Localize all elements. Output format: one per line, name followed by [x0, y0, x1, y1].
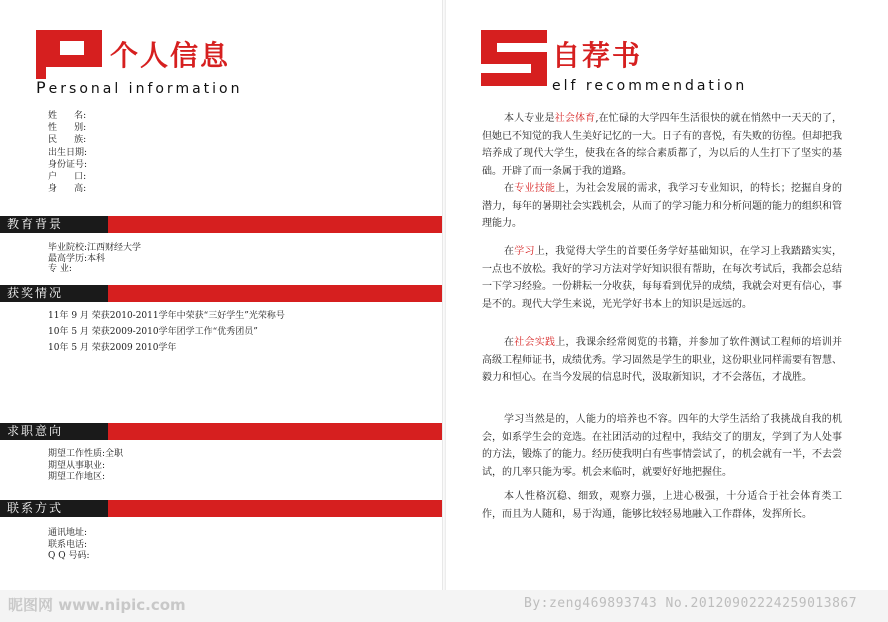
education-heading: 教育背景 [0, 216, 108, 233]
paragraph: 在专业技能上，为社会发展的需求，我学习专业知识，的特长；挖掘自身的潜力，每年的暑期社会实践机会，从而了的学习能力和分析问题的能力的组织和管理能力。 [482, 183, 842, 229]
awards-section-bar [0, 285, 442, 302]
awards-heading: 获奖情况 [0, 285, 108, 302]
contact-section-bar [0, 500, 442, 517]
info-row: 姓 名: [48, 111, 87, 121]
award-item: 11年 9 月 荣获2010-2011学年中荣获“三好学生”光荣称号 [48, 311, 285, 321]
education-item: 毕业院校:江西财经大学 [48, 243, 142, 253]
paragraph: 在学习上，我觉得大学生的首要任务学好基础知识，在学习上我踏踏实实，一点也不放松。我好的学习方法对学好知识很有帮助，在每次考试后，我都会总结一下学习经验。一份耕耘一分收获，每每看到优异的成绩，我就会对更有信心，事是不的。现代大学生来说，光光学好书本上的知识是远远的。 [482, 246, 842, 310]
contact-heading: 联系方式 [0, 500, 108, 517]
right-page [446, 0, 888, 590]
s-letter-logo [481, 30, 547, 86]
job-heading: 求职意向 [0, 423, 108, 440]
job-item: 期望工作地区: [48, 472, 106, 482]
self-recommendation-title: 自荐书 [552, 39, 643, 72]
job-list [48, 449, 123, 484]
personal-info-list [48, 110, 100, 195]
contact-item: 通讯地址: [48, 528, 88, 538]
award-item: 10年 5 月 荣获2009 2010学年 [48, 343, 177, 353]
info-row: 出生日期: [48, 147, 88, 158]
info-row: 身 高: [48, 184, 87, 195]
contact-item: 联系电话: [48, 539, 88, 550]
author-watermark: By:zeng469893743 No.20120902224259013867 [524, 596, 858, 611]
personal-info-title: 个人信息 [110, 39, 231, 72]
paragraph: 本人性格沉稳、细致，观察力强，上进心极强，十分适合于社会体育类工作，而且为人随和，易于沟通，能够比较轻易地融入工作群体，发挥所长。 [482, 491, 842, 520]
info-row: 性 别: [48, 123, 87, 134]
info-row: 身份证号: [48, 159, 88, 170]
paragraph: 本人专业是社会体育,在忙碌的大学四年生活很快的就在悄然中一天天的了，但她已不知觉的我人生美好记忆的一大。日子有的喜悦，有失败的彷徨。但却把我培养成了现代大学生，使我在各的综合素质都了，为以后的人生打下了坚实的基础。开辟了而一条属于我的道路。 [482, 113, 843, 177]
awards-list [48, 308, 285, 356]
personal-info-subtitle: Personal information [36, 78, 243, 97]
job-section-bar [0, 423, 442, 440]
site-watermark: 昵图网 www.nipic.com [8, 596, 186, 614]
award-item: 10年 5 月 荣获2009-2010学年团学工作“优秀团员” [48, 327, 258, 337]
left-page [0, 0, 442, 590]
self-recommendation-subtitle: elf recommendation [552, 78, 748, 94]
job-item: 期望工作性质:全职 [48, 449, 124, 459]
info-row: 户 口: [48, 172, 87, 183]
p-letter-logo [36, 30, 102, 79]
job-item: 期望从事职业: [48, 460, 106, 471]
education-item: 最高学历:本科 [48, 253, 106, 264]
paragraph: 学习当然是的，人能力的培养也不容。四年的大学生活给了我挑战自我的机会，如系学生会的竞选。在社团活动的过程中，我结交了的朋友，学到了为人处事的方法，锻炼了的能力。经历使我明白有些事情尝试了，的机会就有一半，不去尝试，的几率只能为零。机会来临时，就要好好地把握住。 [482, 414, 842, 478]
contact-list [48, 528, 90, 563]
info-row: 民 族: [48, 135, 87, 146]
education-item: 专 业: [48, 264, 72, 274]
education-section-bar [0, 216, 442, 233]
education-list [48, 243, 141, 275]
contact-item: Q Q 号码: [48, 551, 90, 561]
paragraph: 在社会实践上，我课余经常阅览的书籍，并参加了软件测试工程师的培训并高级工程师证书，成绩优秀。学习固然是学生的职业，这份职业同样需要有智慧、毅力和恒心。在当今发展的信息时代，汲取新知识，才不会落伍，才战胜。 [482, 337, 842, 383]
